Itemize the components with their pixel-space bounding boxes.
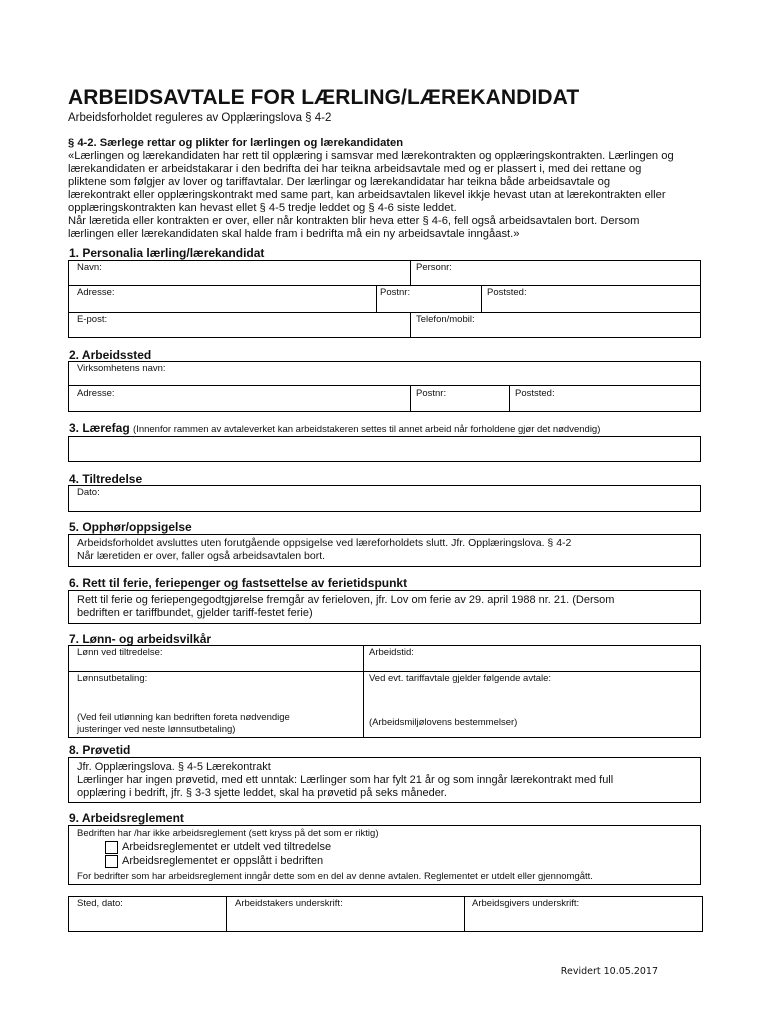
ferie-box (68, 590, 701, 624)
section-3-heading (69, 421, 600, 435)
section-3-title: 3. Lærefag (69, 421, 130, 435)
opphor-line: Arbeidsforholdet avsluttes uten forutgående oppsigelse ved læreforholdets slutt. Jfr. Opplæringslova. § 4-2 (77, 537, 572, 549)
utdelt-checkbox[interactable] (105, 841, 118, 854)
adresse-field[interactable]: Adresse: (77, 287, 115, 298)
lonn-box (68, 645, 701, 738)
opphor-line: Når læretiden er over, faller også arbeidsavtalen bort. (77, 550, 326, 562)
aml-note: (Arbeidsmiljølovens bestemmelser) (369, 717, 518, 728)
section-2-heading: 2. Arbeidssted (69, 348, 152, 362)
oppslatt-option-label: Arbeidsreglementet er oppslått i bedriften (122, 855, 324, 867)
utlonning-note: justeringer ved neste lønnsutbetaling) (77, 724, 236, 735)
section-5-heading: 5. Opphør/oppsigelse (69, 520, 192, 534)
intro-line: lærekontrakt eller opplæringskontrakt med same part, kan arbeidsavtalen likevel ikkje hevast utan at lærekontrakten eller (68, 189, 666, 201)
document-title: ARBEIDSAVTALE FOR LÆRLING/LÆREKANDIDAT (68, 86, 580, 109)
intro-heading: § 4-2. Særlege rettar og plikter for lærlingen og lærekandidaten (68, 137, 404, 149)
utdelt-option-label: Arbeidsreglementet er utdelt ved tiltredelse (122, 841, 332, 853)
intro-line: lærlingen eller lærekandidaten skal halde fram i bedrifta må ein ny arbeidsavtale inngåast.» (68, 228, 520, 240)
reglement-intro: Bedriften har /har ikke arbeidsreglement (sett kryss på det som er riktig) (77, 828, 379, 839)
document-subtitle: Arbeidsforholdet reguleres av Opplæringslova § 4-2 (68, 112, 332, 124)
provetid-line: Jfr. Opplæringslova. § 4-5 Lærekontrakt (77, 761, 271, 773)
opphor-box (68, 534, 701, 567)
intro-line: opplæringskontrakten kan hevast ellet § 4-5 tredje leddet og § 4-6 siste leddet. (68, 202, 457, 214)
intro-paragraph (68, 137, 708, 241)
arbeidsreglement-box (68, 825, 701, 885)
lonnsutbetaling-field[interactable]: Lønnsutbetaling: (77, 673, 148, 684)
arbeidssted-postnr-field[interactable]: Postnr: (416, 388, 447, 399)
utlonning-note: (Ved feil utlønning kan bedriften foreta nødvendige (77, 712, 290, 723)
personnr-field[interactable]: Personr: (416, 262, 452, 273)
ferie-line: Rett til ferie og feriepengegodtgjørelse fremgår av ferieloven, jfr. Lov om ferie av 29. april 1988 nr. 21. (Dersom (77, 594, 615, 606)
provetid-box (68, 757, 701, 803)
poststed-field[interactable]: Poststed: (487, 287, 527, 298)
arbeidssted-adresse-field[interactable]: Adresse: (77, 388, 115, 399)
personalia-box (68, 260, 701, 338)
revision-date: Revidert 10.05.2017 (560, 966, 658, 977)
ferie-line: bedriften er tariffbundet, gjelder tariff-festet ferie) (77, 607, 313, 619)
intro-line: Når læretida eller kontrakten er over, eller når kontrakten blir heva etter § 4-6, fell også arbeidsavtalen bort. Dersom (68, 215, 640, 227)
dato-field: Dato: (77, 487, 100, 498)
section-1-heading: 1. Personalia lærling/lærekandidat (69, 246, 265, 260)
laerefag-field[interactable] (68, 436, 701, 462)
epost-field[interactable]: E-post: (77, 314, 108, 325)
virksomhet-field[interactable]: Virksomhetens navn: (77, 363, 166, 374)
navn-field[interactable]: Navn: (77, 262, 102, 273)
arbeidsgiver-signature-field[interactable]: Arbeidsgivers underskrift: (472, 898, 580, 909)
arbeidstid-field[interactable]: Arbeidstid: (369, 647, 414, 658)
arbeidssted-poststed-field[interactable]: Poststed: (515, 388, 555, 399)
tiltredelse-box[interactable] (68, 485, 701, 512)
oppslatt-checkbox[interactable] (105, 855, 118, 868)
reglement-footer: For bedrifter som har arbeidsreglement inngår dette som en del av denne avtalen. Reglementet er utdelt eller gjennomgått. (77, 871, 593, 882)
provetid-line: Lærlinger har ingen prøvetid, med ett unntak: Lærlinger som har fylt 21 år og som inngår lærekontrakt med full (77, 774, 614, 786)
telefon-field[interactable]: Telefon/mobil: (416, 314, 475, 325)
intro-line: lærekandidaten er arbeidstakarar i den bedrifta dei har teikna arbeidsavtale med og er plassert i, med dei rettane og (68, 163, 642, 175)
section-4-heading: 4. Tiltredelse (69, 472, 143, 486)
lonn-tiltredelse-field[interactable]: Lønn ved tiltredelse: (77, 647, 163, 658)
signature-box (68, 896, 703, 932)
section-6-heading: 6. Rett til ferie, feriepenger og fastsettelse av ferietidspunkt (69, 576, 408, 590)
tariffavtale-field[interactable]: Ved evt. tariffavtale gjelder følgende avtale: (369, 673, 552, 684)
arbeidstaker-signature-field[interactable]: Arbeidstakers underskrift: (235, 898, 343, 909)
postnr-field[interactable]: Postnr: (380, 287, 411, 298)
provetid-line: opplæring i bedrift, jfr. § 3-3 sjette leddet, skal ha prøvetid på seks måneder. (77, 787, 447, 799)
section-3-note: (Innenfor rammen av avtaleverket kan arbeidstakeren settes til annet arbeid når forholdene gjør det nødvendig) (133, 424, 601, 435)
section-7-heading: 7. Lønn- og arbeidsvilkår (69, 632, 212, 646)
section-8-heading: 8. Prøvetid (69, 743, 131, 757)
arbeidssted-box (68, 361, 701, 412)
section-9-heading: 9. Arbeidsreglement (69, 811, 184, 825)
intro-line: «Lærlingen og lærekandidaten har rett til opplæring i samsvar med lærekontrakten og opplæringskontrakten. Lærlingen og (68, 150, 674, 162)
intro-line: pliktene som følgjer av lover og tariffavtalar. Der lærlingar og lærekandidatar har teikna både arbeidsavtale og (68, 176, 611, 188)
sted-dato-field[interactable]: Sted, dato: (77, 898, 123, 909)
